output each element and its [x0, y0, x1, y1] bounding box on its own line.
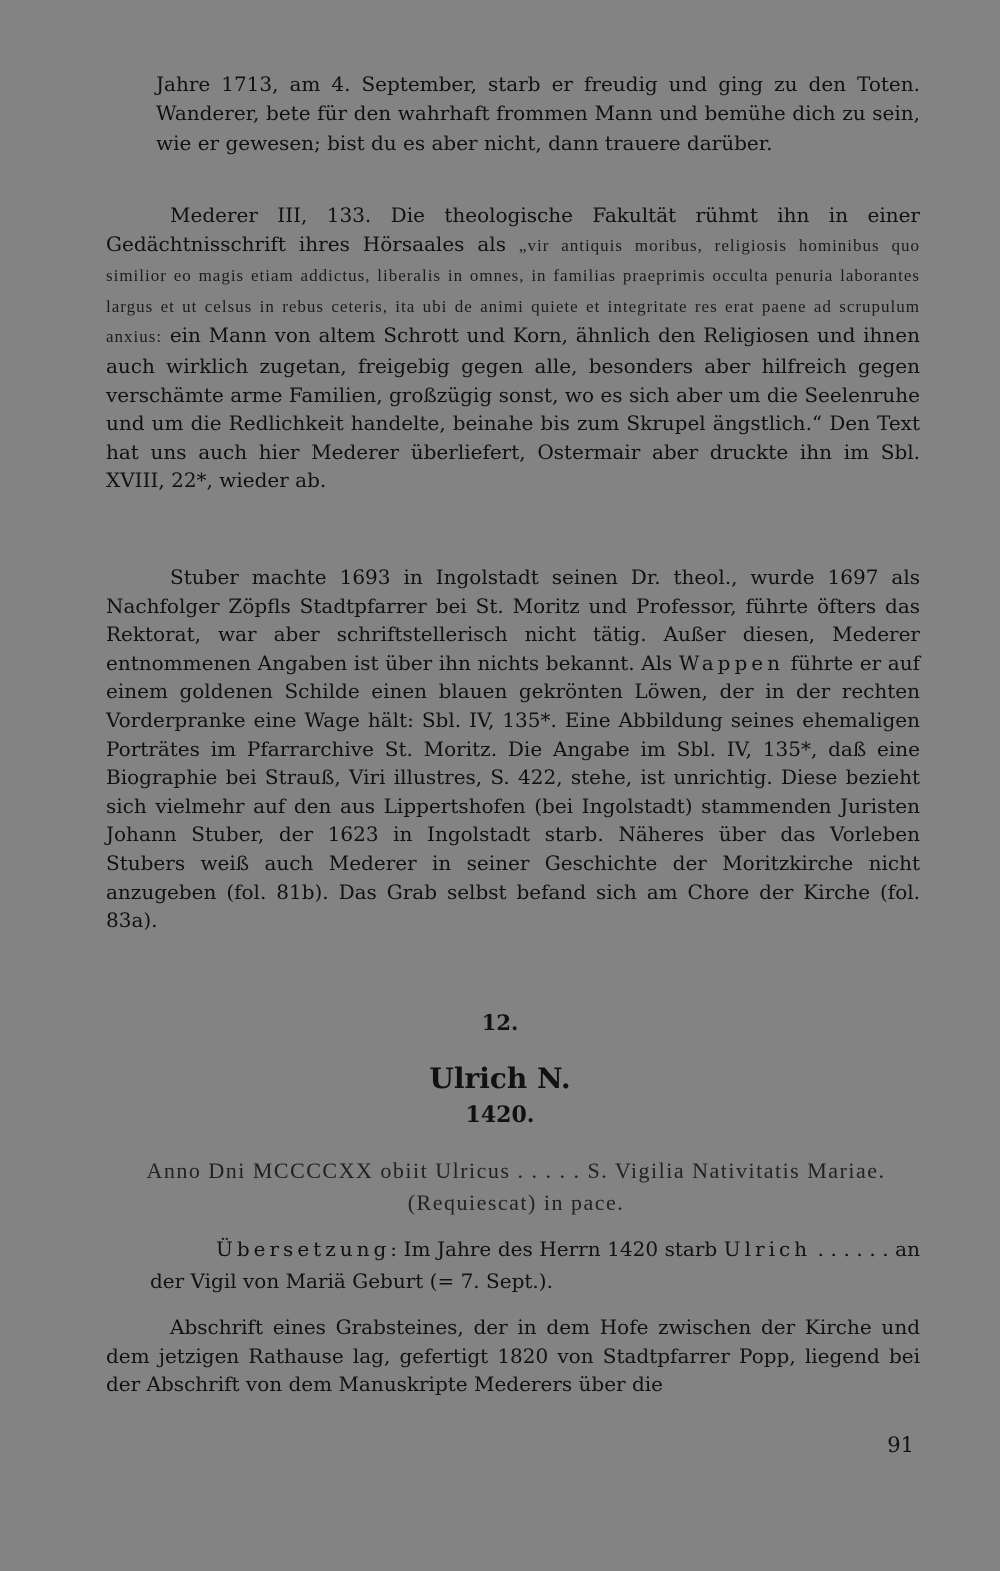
paragraph-stuber-biography — [106, 563, 920, 935]
paragraph-mederer-citation — [106, 201, 920, 495]
paragraph-text — [106, 563, 920, 935]
translation-text-2: . . . . . . an der Vigil von Mariä Geburt (= 7. Sept.). — [150, 1237, 920, 1293]
paragraph-text: Jahre 1713, am 4. September, starb er freudig und ging zu den Toten. Wanderer, bete für den wahrhaft frommen Mann und bemühe dich zu sein, wie er gewesen; bist du es aber nicht, dann trauere darüber. — [156, 72, 920, 155]
latin-inscription: Anno Dni MCCCCXX obiit Ulricus . . . . . S. Vigilia Nativitatis Mariae. (Requiescat) in pace. — [146, 1158, 886, 1215]
translation-text — [150, 1233, 920, 1297]
paragraph-text — [106, 201, 920, 495]
paragraph-gravestone-copy — [106, 1313, 920, 1399]
paragraph-text: Abschrift eines Grabsteines, der in dem Hofe zwischen der Kirche und dem jetzigen Rathause lag, gefertigt 1820 von Stadtpfarrer Popp, liegend bei der Abschrift von dem Manuskripte Mederers über die — [106, 1315, 920, 1397]
section-heading-name: Ulrich N. — [429, 1062, 571, 1095]
citation-intro: Mederer III, 133. Die theologische Fakultät rühmt ihn in einer Gedächtnisschrift ihres Hörsaales als — [106, 203, 920, 256]
latin-quote: „vir antiquis moribus, religiosis hominibus quo similior eo magis etiam addictus, liberalis in omnes, in familias praeprimis occulta penuria laborantes largus et ut celsus in rebus ceteris, ita ubi de animi quiete et integritate res erat paene ad scrupulum anxius: — [106, 235, 920, 347]
biography-part-2: führte er auf einem goldenen Schilde einen blauen gekrönten Löwen, der in der rechten Vorderpranke eine Wage hält: Sbl. IV, 135*. Eine Abbildung seines ehemaligen Porträtes im Pfarrarchive St. Moritz. Die Angabe im Sbl. IV, 135*, daß eine Biographie bei Strauß, Viri illustres, S. 422, stehe, ist unrichtig. Diese bezieht sich vielmehr auf den aus Lippertshofen (bei Ingolstadt) stammenden Juristen Johann Stuber, der 1623 in Ingolstadt starb. Näheres über das Vorleben Stubers weiß auch Mederer in seiner Geschichte der Moritzkirche nicht anzugeben (fol. 81b). Das Grab selbst befand sich am Chore der Kirche (fol. 83a). — [106, 650, 920, 933]
german-translation: ein Mann von altem Schrott und Korn, ähnlich den Religiosen und ihnen auch wirklich zugetan, freigebig gegen alle, besonders aber hilfreich gegen verschämte arme Familien, großzügig sonst, wo es sich aber um die Seelenruhe und um die Redlichkeit handelte, beinahe bis zum Skrupel ängstlich.“ Den Text hat uns auch hier Mederer überliefert, Ostermair aber druckte ihn im Sbl. XVIII, 22*, wieder ab. — [106, 323, 920, 493]
translation-label: Übersetzung — [216, 1237, 391, 1261]
page-number: 91 — [887, 1433, 914, 1457]
biography-part-1: Stuber machte 1693 in Ingolstadt seinen Dr. theol., wurde 1697 als Nachfolger Zöpfls Stadtpfarrer bei St. Moritz und Professor, führte öfters das Rektorat, war aber schriftstellerisch nicht tätig. Außer diesen, Mederer entnommenen Angaben ist über ihn nichts bekannt. Als — [106, 565, 920, 675]
section-number: 12. — [481, 1010, 519, 1035]
paragraph-epitaph-translation-end — [106, 70, 920, 158]
section-year: 1420. — [465, 1102, 535, 1128]
translation-text-1: : Im Jahre des Herrn 1420 starb — [390, 1237, 724, 1261]
translation-name: Ulrich — [723, 1237, 812, 1261]
spaced-word-wappen: Wappen — [678, 650, 784, 675]
translation-paragraph — [150, 1233, 920, 1297]
